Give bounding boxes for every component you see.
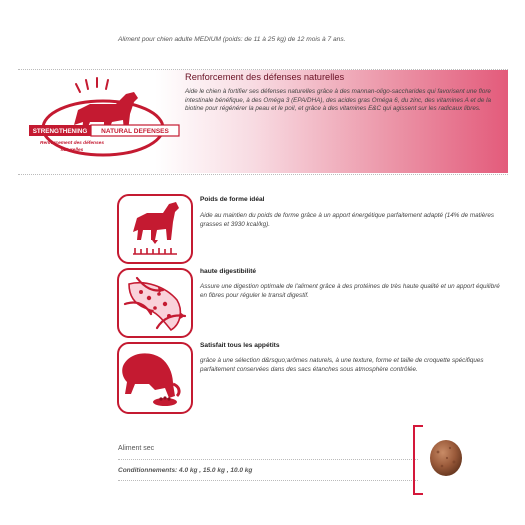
product-bracket (413, 425, 423, 495)
feature-text-appetite: grâce à une sélection d&rsquo;arômes naturels, à une texture, forme et taille de croquette spécifiques parfaitement conservées dans des sacs étanches sous atmosphère contrôlée. (200, 357, 484, 373)
feature-title-digestibility: haute digestibilité (200, 268, 257, 275)
logo-text-natural-defenses: NATURAL DEFENSES (101, 128, 169, 135)
logo-text-strengthening: STRENGTHENING (32, 128, 88, 135)
product-type-label: Aliment sec (118, 445, 155, 452)
natural-defenses-logo (28, 70, 183, 170)
banner-description: Aide le chien à fortifier ses défenses naturelles grâce à des mannan-oligo-saccharides qui favorisent une flore intestinale bénéfique, à des Oméga 3 (EPA/DHA), des acides gras Oméga 6, du zinc, des vitamines A et de la biotine pour régénérer la peau et le poil, et grâce à des vitamines E&C qui agissent sur les radicaux libres. (185, 88, 492, 113)
product-divider-1 (118, 459, 418, 460)
feature-title-appetite: Satisfait tous les appétits (200, 342, 280, 349)
feature-text-digestibility: Assure une digestion optimale de l'aliment grâce à des protéines de très haute qualité et un apport équilibré en fibres pour réguler le transit digestif. (200, 283, 500, 299)
dog-eating-icon (117, 342, 193, 414)
banner-title: Renforcement des défenses naturelles (185, 72, 345, 82)
feature-text-ideal-weight: Aide au maintien du poids de forme grâce à un apport énergétique parfaitement adapté (14% de matières grasses et 3930 kcal/kg). (200, 212, 495, 228)
logo-text-renforcement: Renforcement des défenses (40, 141, 104, 146)
digestion-icon (117, 268, 193, 338)
dog-scale-icon (117, 194, 193, 264)
kibble-image (428, 438, 464, 478)
packaging-sizes: Conditionnements: 4.0 kg , 15.0 kg , 10.0 kg (118, 467, 253, 474)
product-divider-2 (118, 480, 418, 481)
logo-text-naturelles: naturelles (60, 148, 84, 153)
feature-title-ideal-weight: Poids de forme idéal (200, 196, 265, 203)
intro-text: Aliment pour chien adulte MEDIUM (poids: de 11 à 25 kg) de 12 mois à 7 ans. (118, 36, 346, 43)
banner-bottom-divider (18, 174, 508, 175)
